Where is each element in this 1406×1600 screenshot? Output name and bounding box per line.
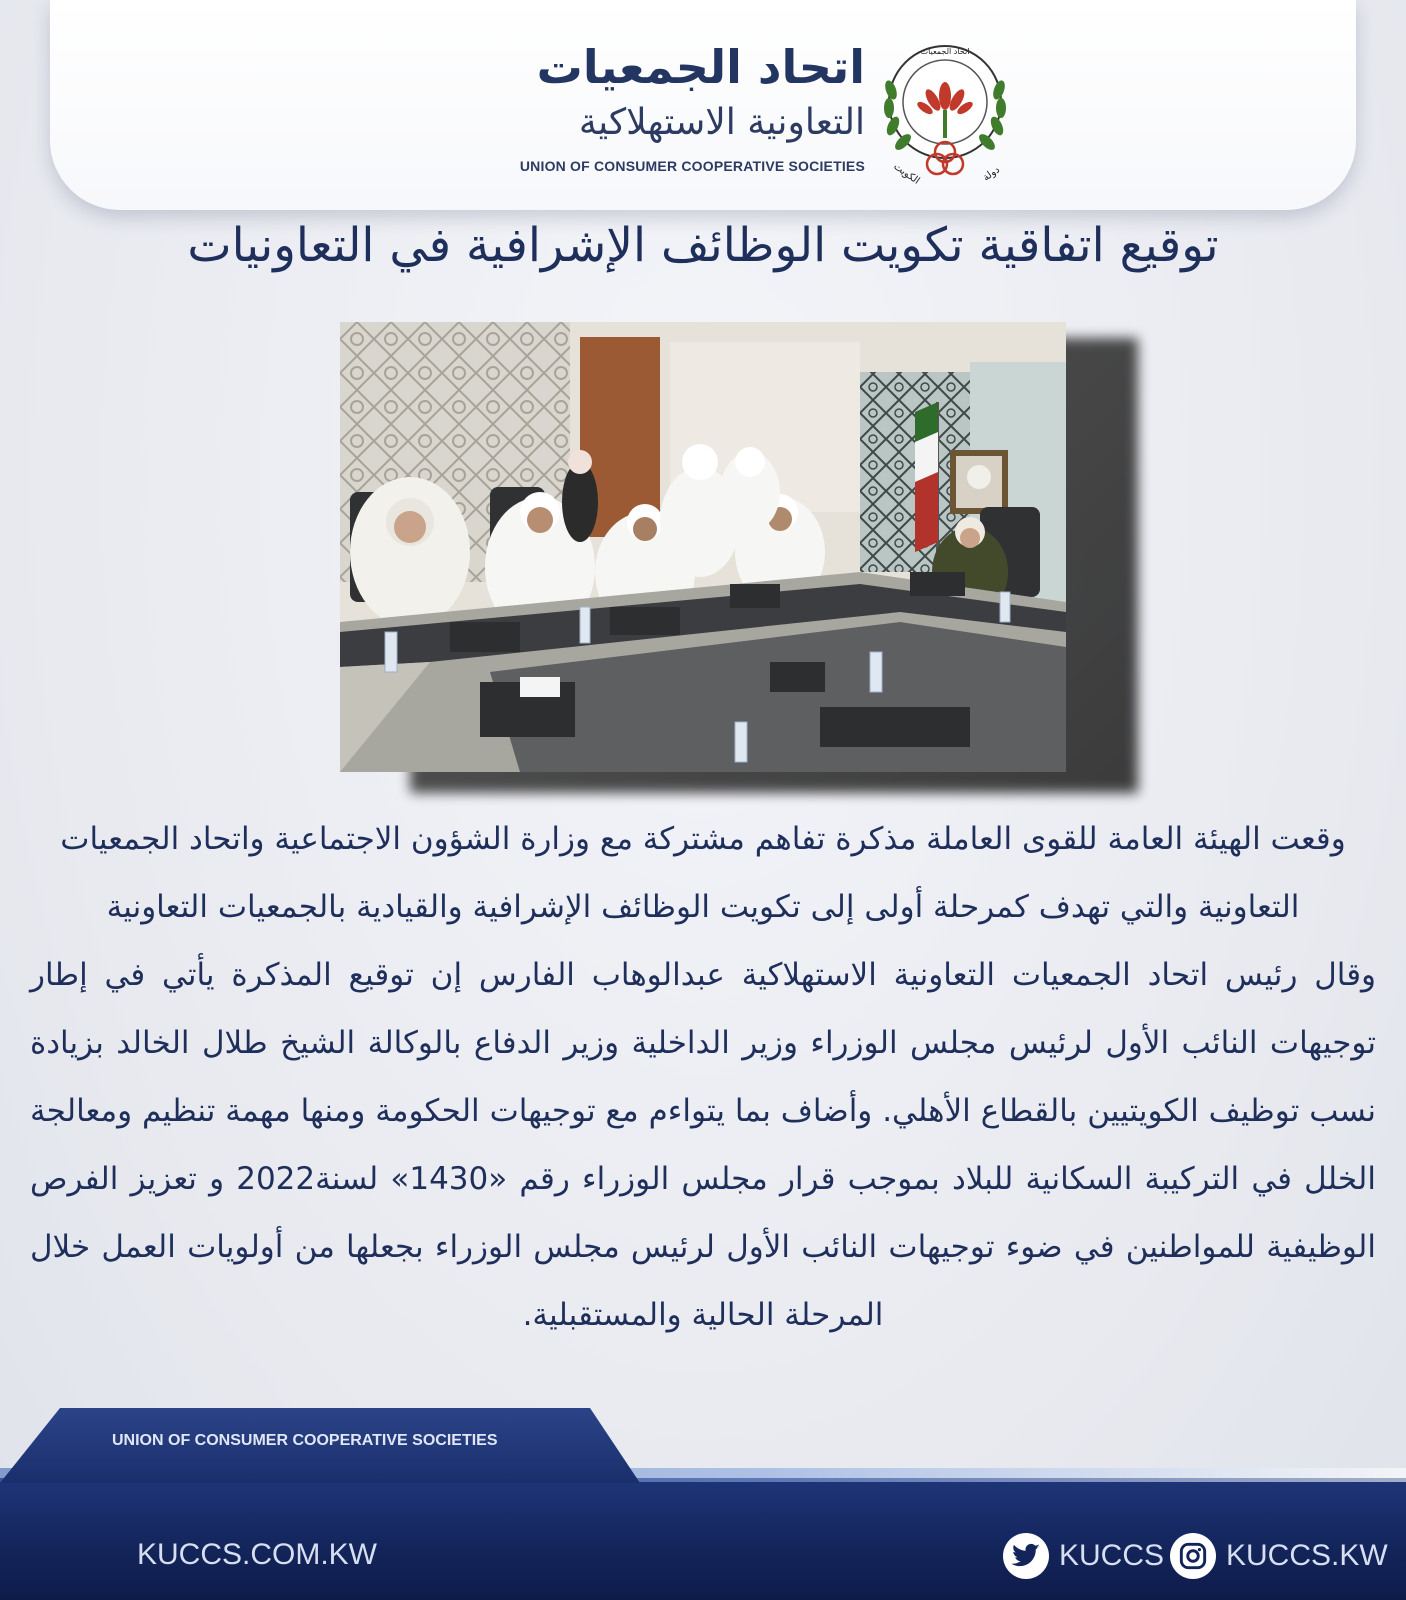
union-logo bbox=[505, 30, 1025, 200]
signing-ceremony-photo bbox=[340, 322, 1066, 772]
article-headline: توقيع اتفاقية تكويت الوظائف الإشرافية في التعاونيات bbox=[187, 218, 1219, 273]
brand-english-name: UNION OF CONSUMER COOPERATIVE SOCIETIES bbox=[519, 158, 865, 174]
brand-arabic-title: اتحاد الجمعيات bbox=[536, 40, 865, 94]
article-paragraph-2: وقال رئيس اتحاد الجمعيات التعاونية الاستهلاكية عبدالوهاب الفارس إن توقيع المذكرة يأتي في إطار توجيهات النائب الأول لرئيس مجلس الوزراء وزير الداخلية وزير الدفاع بالوكالة الشيخ طلال الخالد بزيادة نسب توظيف الكويتيين بالقطاع الأهلي. وأضاف بما يتواءم مع توجيهات الحكومة ومنها مهمة تنظيم ومعالجة الخلل في التركيبة السكانية للبلاد بموجب قرار مجلس الوزراء رقم «1430» لسنة2022 و تعزيز الفرص الوظيفية للمواطنين في ضوء توجيهات النائب الأول لرئيس مجلس الوزراء بجعلها من أولويات العمل خلال المرحلة الحالية والمستقبلية. bbox=[30, 957, 1376, 1333]
instagram-icon bbox=[1170, 1533, 1216, 1579]
twitter-handle: KUCCS bbox=[1059, 1539, 1165, 1572]
svg-text:الكويت: الكويت bbox=[891, 161, 922, 187]
article-body bbox=[25, 805, 1381, 1349]
svg-text:اتحاد الجمعيات: اتحاد الجمعيات bbox=[920, 47, 970, 56]
svg-text:دولة: دولة bbox=[981, 164, 1002, 184]
brand-arabic-subtitle: التعاونية الاستهلاكية bbox=[578, 102, 865, 143]
instagram-link[interactable] bbox=[1170, 1533, 1388, 1579]
website-link[interactable]: KUCCS.COM.KW bbox=[137, 1538, 377, 1571]
header-card bbox=[50, 0, 1356, 210]
footer-tab-label: UNION OF CONSUMER COOPERATIVE SOCIETIES bbox=[112, 1432, 498, 1449]
footer bbox=[0, 1408, 1406, 1600]
twitter-link[interactable] bbox=[1003, 1533, 1164, 1579]
twitter-icon bbox=[1003, 1533, 1049, 1579]
union-seal-icon bbox=[875, 30, 1025, 190]
instagram-handle: KUCCS.KW bbox=[1226, 1539, 1388, 1572]
article-paragraph-1: وقعت الهيئة العامة للقوى العاملة مذكرة تفاهم مشتركة مع وزارة الشؤون الاجتماعية واتحاد الجمعيات التعاونية والتي تهدف كمرحلة أولى إلى تكويت الوظائف الإشرافية والقيادية بالجمعيات التعاونية bbox=[60, 821, 1346, 925]
